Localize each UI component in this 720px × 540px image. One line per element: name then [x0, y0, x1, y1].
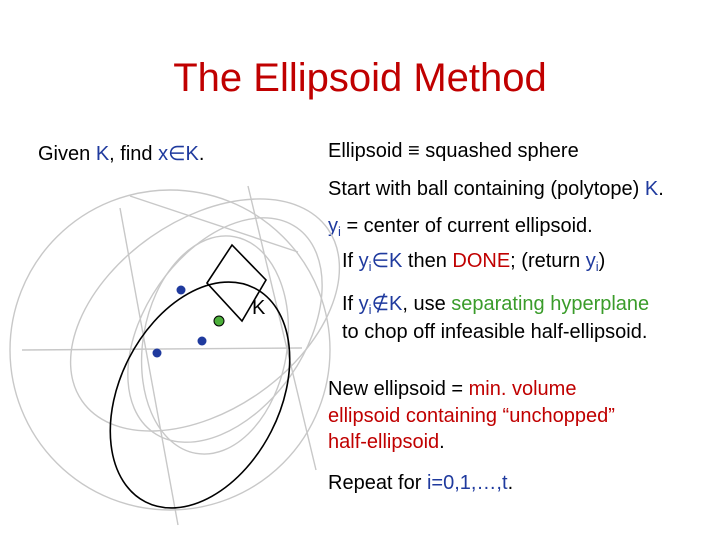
iteration-ellipse-2 — [88, 182, 362, 479]
repeat-line: Repeat for i=0,1,…,t. — [328, 472, 514, 494]
center-line: $y_i$ = center of current ellipsoid. — [328, 215, 593, 239]
start-ball-line: Start with ball containing (polytope) K. — [328, 178, 664, 200]
chop-line: to chop off infeasible half-ellipsoid. — [342, 321, 648, 343]
iteration-ellipse-3 — [125, 224, 305, 466]
slide-title: The Ellipsoid Method — [173, 56, 547, 100]
current-ellipsoid — [74, 252, 326, 538]
separating-line-3 — [22, 348, 302, 350]
given-statement: Given K, find x∈K. — [38, 143, 205, 165]
iteration-ellipse-1 — [28, 151, 383, 479]
separating-line-2 — [130, 196, 298, 252]
new-ellipsoid-line: New ellipsoid = min. volume — [328, 378, 577, 400]
polytope-k-label: K — [252, 297, 266, 319]
new-ellipsoid-line-3: half-ellipsoid. — [328, 431, 445, 453]
ellipsoid-definition: Ellipsoid ≡ squashed sphere — [328, 140, 579, 162]
center-point-3 — [198, 337, 207, 346]
center-point-inside-k — [214, 316, 224, 326]
center-point-2 — [153, 349, 162, 358]
done-case-line: If $y_i\in K$ then DONE; (return $y_i$) — [342, 250, 606, 274]
new-ellipsoid-line-2: ellipsoid containing “unchopped” — [328, 405, 615, 427]
center-point-1 — [177, 286, 186, 295]
separating-line-4 — [248, 186, 316, 470]
separating-case-line: If $y_i\notin K$, use separating hyperplane — [342, 293, 650, 317]
